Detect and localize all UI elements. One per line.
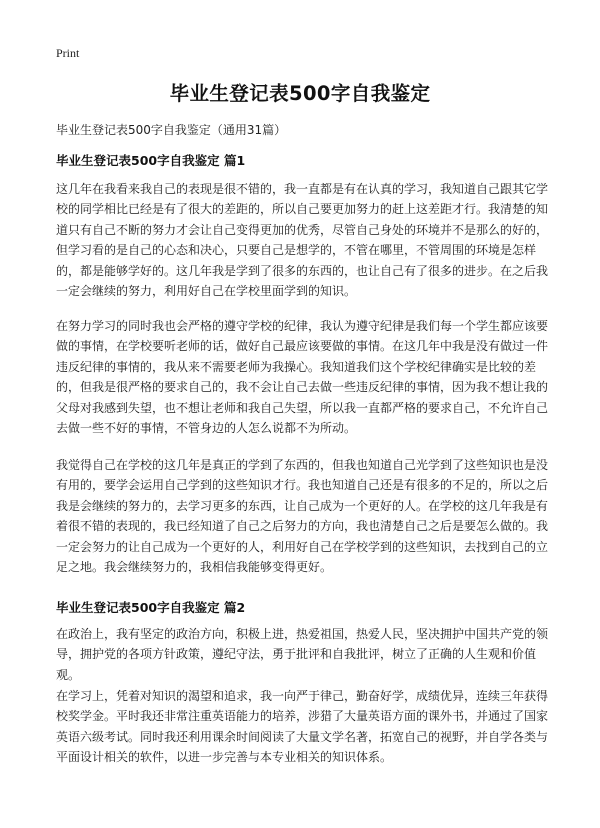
document-title: 毕业生登记表500字自我鉴定	[169, 82, 431, 105]
section-1-paragraph-3: 我觉得自己在学校的这几年是真正的学到了东西的，但我也知道自己光学到了这些知识也是没有用的，要学会运用自己学到的这些知识才行。我也知道自己还是有很多的不足的，所以之后我是会继续的努力的，去学习更多的东西，让自己成为一个更好的人。在学校的这几年我是有着很不错的表现的，我已经知道了自己之后努力的方向，我也清楚自己之后是要怎么做的。我一定会努力的让自己成为一个更好的人，利用好自己在学校学到的这些知识，去找到自己的立足之地。我会继续努力的，我相信我能够变得更好。	[56, 458, 549, 575]
section-1-paragraph-1: 这几年在我看来我自己的表现是很不错的，我一直都是有在认真的学习，我知道自己跟其它学校的同学相比已经是有了很大的差距的，所以自己要更加努力的赶上这差距才行。我清楚的知道只有自己不断的努力才会让自己变得更加的优秀，尽管自己身处的环境并不是那么的好的，但学习看的是自己的心态和决心，只要自己是想学的，不管在哪里，不管周围的环境是怎样的，都是能够学好的。这几年我是学到了很多的东西的，也让自己有了很多的进步。在之后我一定会继续的努力，利用好自己在学校里面学到的知识。	[56, 182, 549, 299]
section-2-paragraph-2: 在学习上，凭着对知识的渴望和追求，我一向严于律己，勤奋好学，成绩优异，连续三年获得校奖学金。平时我还非常注重英语能力的培养，涉猎了大量英语方面的课外书，并通过了国家英语六级考试。同时我还利用课余时间阅读了大量文学名著，拓宽自己的视野，并自学各类与平面设计相关的软件，以进一步完善与本专业相关的知识体系。	[56, 689, 549, 765]
document-subtitle: 毕业生登记表500字自我鉴定（通用31篇）	[56, 123, 287, 137]
print-link[interactable]: Print	[56, 46, 80, 60]
section-heading-2: 毕业生登记表500字自我鉴定 篇2	[56, 600, 246, 615]
section-heading-1: 毕业生登记表500字自我鉴定 篇1	[56, 153, 246, 168]
section-2-paragraph-1: 在政治上，我有坚定的政治方向，积极上进，热爱祖国，热爱人民，坚决拥护中国共产党的领导，拥护党的各项方针政策，遵纪守法，勇于批评和自我批评，树立了正确的人生观和价值观。	[56, 627, 549, 682]
section-1-paragraph-2: 在努力学习的同时我也会严格的遵守学校的纪律，我认为遵守纪律是我们每一个学生都应该要做的事情，在学校要听老师的话，做好自己最应该要做的事情。在这几年中我是没有做过一件违反纪律的事情的，我从来不需要老师为我操心。我知道我们这个学校纪律确实是比较的差的，但我是很严格的要求自己的，我不会让自己去做一些违反纪律的事情，因为我不想让我的父母对我感到失望，也不想让老师和我自己失望，所以我一直都严格的要求自己，不允许自己去做一些不好的事情，不管身边的人怎么说都不为所动。	[56, 319, 549, 436]
